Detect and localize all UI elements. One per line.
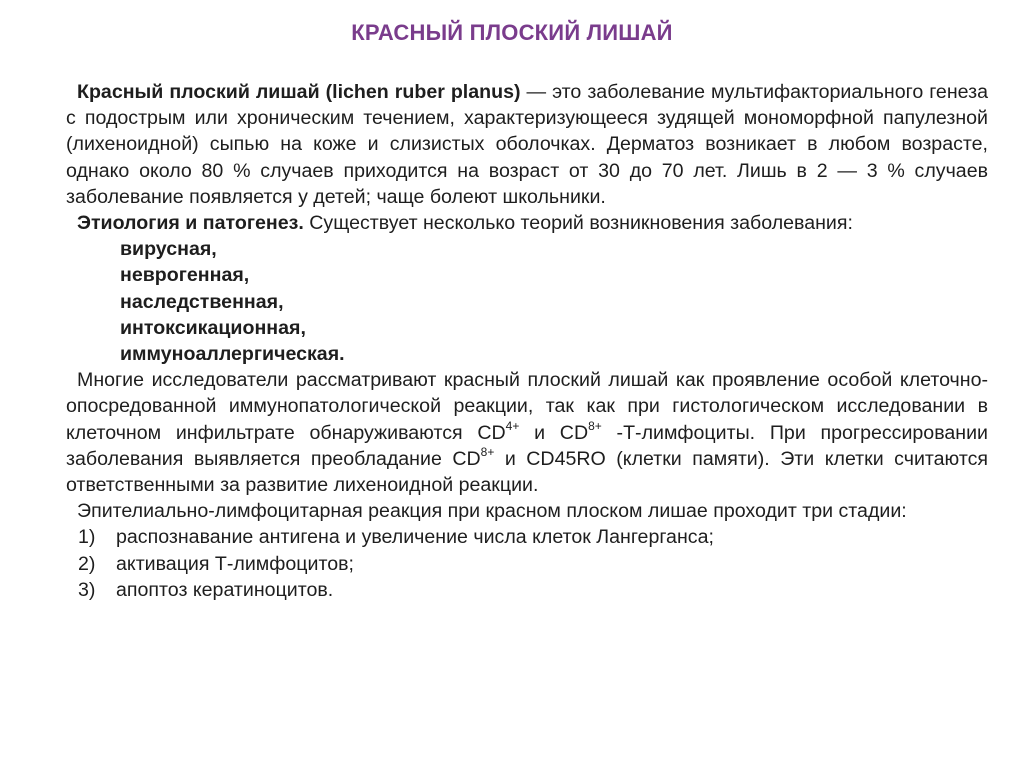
superscript: 8+ xyxy=(588,419,602,434)
list-item xyxy=(66,524,988,550)
list-item xyxy=(66,551,988,577)
etiology-paragraph xyxy=(66,210,988,236)
intro-text: — это заболевание мультифакториального генеза с подострым или хроническим течением, характеризующееся зудящей мономорфной папулезной (лихеноидной) сыпью на коже и слизистых оболочках. Дерматоз возникает в любом возрасте, однако около 80 % случаев приходится на возраст от 30 до 70 лет. Лишь в 2 — 3 % случаев заболевание появляется у детей; чаще болеют школьники. xyxy=(66,81,989,208)
etiology-text: Существует несколько теорий возникновения заболевания: xyxy=(303,212,853,235)
stages-paragraph: Эпителиально-лимфоцитарная реакция при красном плоском лишае проходит три стадии: xyxy=(77,500,907,523)
theories-list xyxy=(66,236,988,367)
superscript: 4+ xyxy=(505,419,520,434)
step-text: активация Т-лимфоцитов; xyxy=(116,552,354,575)
list-item xyxy=(66,577,988,603)
immuno-paragraph xyxy=(66,367,988,498)
immuno-text-2: и CD xyxy=(519,421,589,444)
stages-list xyxy=(66,524,988,603)
list-item: неврогенная, xyxy=(120,264,250,287)
immuno-text-3: -Т-лимфоциты. При прогрессировании заболевания выявляется преобладание CD xyxy=(66,421,988,470)
slide-content xyxy=(66,79,988,603)
immuno-text-4: и CD45RO (клетки памяти). Эти клетки считаются ответственными за развитие лихеноидной реакции. xyxy=(66,447,988,497)
list-item: вирусная, xyxy=(120,238,217,261)
step-number: 2) xyxy=(78,552,96,575)
superscript: 8+ xyxy=(480,445,495,460)
list-item: интоксикационная, xyxy=(120,316,306,339)
step-text: распознавание антигена и увеличение числа клеток Лангерганса; xyxy=(116,526,714,549)
list-item: наследственная, xyxy=(120,290,284,313)
step-text: апоптоз кератиноцитов. xyxy=(116,578,334,601)
list-item: иммуноаллергическая. xyxy=(120,343,345,366)
page-title: КРАСНЫЙ ПЛОСКИЙ ЛИШАЙ xyxy=(351,20,673,45)
intro-paragraph xyxy=(66,79,988,210)
step-number: 3) xyxy=(78,578,96,601)
immuno-text-1: Многие исследователи рассматривают красный плоский лишай как проявление особой клеточно-опосредованной иммунопатологической реакции, так как при гистологическом исследовании в клеточном инфильтрате обнаруживаются CD xyxy=(66,369,988,444)
intro-term: Красный плоский лишай (lichen ruber planus) xyxy=(77,81,521,103)
step-number: 1) xyxy=(78,526,96,549)
etiology-heading: Этиология и патогенез. xyxy=(77,212,304,235)
